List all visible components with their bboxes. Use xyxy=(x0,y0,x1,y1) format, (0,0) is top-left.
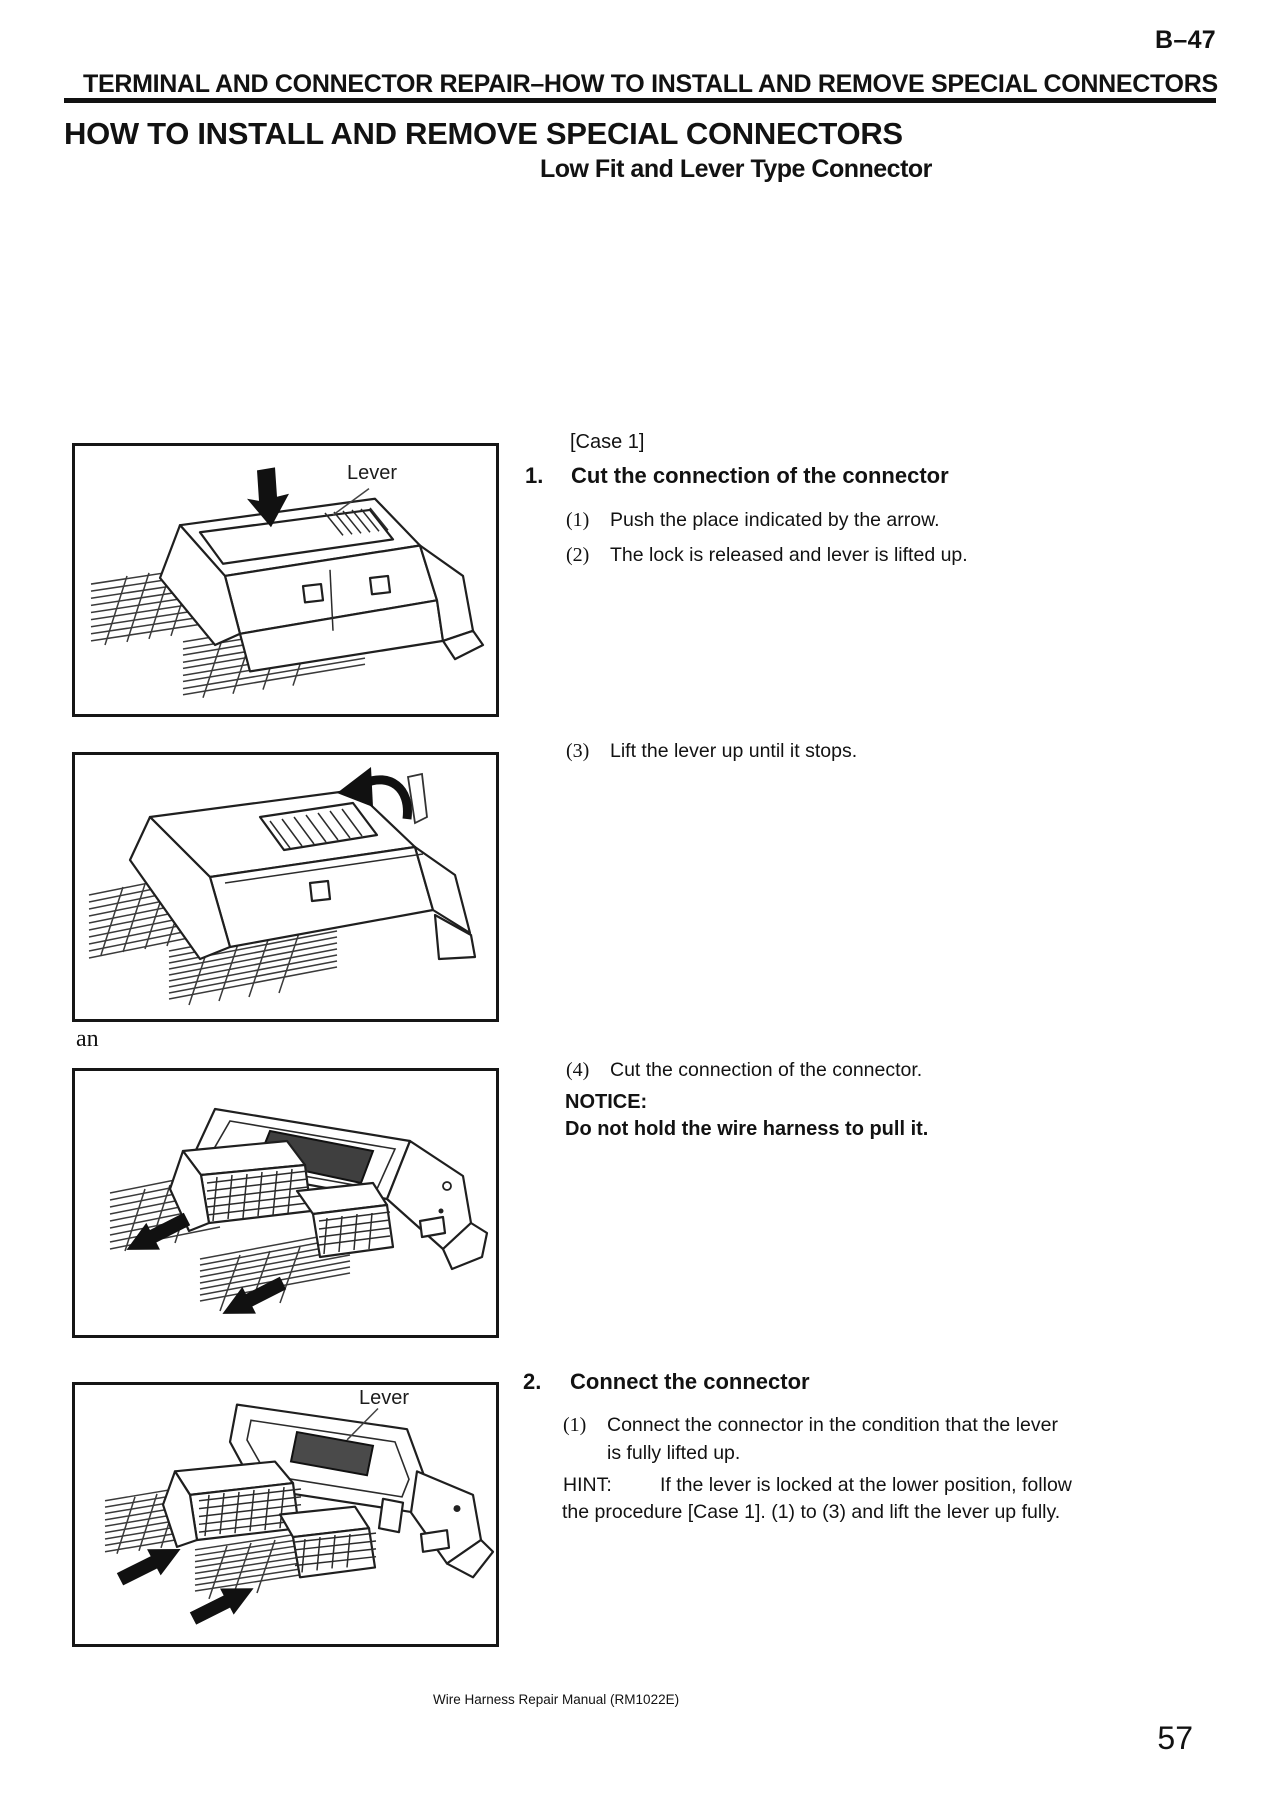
page-code: B–47 xyxy=(1155,26,1216,54)
margin-note: an xyxy=(76,1026,99,1052)
running-header: TERMINAL AND CONNECTOR REPAIR–HOW TO INSTALL AND REMOVE SPECIAL CONNECTORS xyxy=(83,70,1218,98)
substep-2-1-line2: is fully lifted up. xyxy=(607,1442,741,1464)
substep-1-2-number: (2) xyxy=(566,544,590,566)
substep-1-4-number: (4) xyxy=(566,1059,590,1081)
step1-heading: Cut the connection of the connector xyxy=(571,463,949,488)
step1-number: 1. xyxy=(525,463,544,488)
page-number: 57 xyxy=(1157,1720,1193,1756)
substep-1-1-text: Push the place indicated by the arrow. xyxy=(610,509,940,531)
connector-illustration xyxy=(75,1071,496,1335)
notice-label: NOTICE: xyxy=(565,1091,648,1113)
connector-illustration xyxy=(75,1385,496,1644)
figure-push-lever xyxy=(72,443,499,717)
substep-2-1-number: (1) xyxy=(563,1414,587,1436)
notice-text: Do not hold the wire harness to pull it. xyxy=(565,1118,929,1140)
hint-label: HINT: xyxy=(563,1474,612,1496)
page-title: HOW TO INSTALL AND REMOVE SPECIAL CONNECTORS xyxy=(64,116,903,151)
lever-label: Lever xyxy=(347,462,398,484)
substep-1-3-number: (3) xyxy=(566,740,590,762)
substep-1-1-number: (1) xyxy=(566,509,590,531)
connector-half-right xyxy=(297,1183,393,1257)
insert-arrow-icon xyxy=(186,1575,260,1632)
figure-connect xyxy=(72,1382,499,1647)
case-label: [Case 1] xyxy=(570,431,645,453)
footer-manual-title: Wire Harness Repair Manual (RM1022E) xyxy=(433,1692,680,1707)
figure-lift-lever xyxy=(72,752,499,1022)
page-subtitle: Low Fit and Lever Type Connector xyxy=(540,155,932,183)
connector-illustration xyxy=(75,446,496,714)
substep-1-4-text: Cut the connection of the connector. xyxy=(610,1059,923,1081)
step2-heading: Connect the connector xyxy=(570,1369,810,1394)
lever-label: Lever xyxy=(359,1387,410,1409)
hint-text-line2: the procedure [Case 1]. (1) to (3) and lift the lever up fully. xyxy=(562,1501,1061,1523)
pivot-dot xyxy=(439,1209,444,1214)
header-rule xyxy=(64,98,1216,103)
substep-1-3-text: Lift the lever up until it stops. xyxy=(610,740,858,762)
pivot-hole xyxy=(443,1182,451,1190)
substep-2-1-line1: Connect the connector in the condition that the lever xyxy=(607,1414,1058,1436)
step2-number: 2. xyxy=(523,1369,542,1394)
pivot-dot xyxy=(454,1505,461,1512)
substep-1-2-text: The lock is released and lever is lifted up. xyxy=(610,544,968,566)
figure-disconnect xyxy=(72,1068,499,1338)
connector-illustration xyxy=(75,755,496,1019)
hint-text-line1: If the lever is locked at the lower position, follow xyxy=(660,1474,1072,1496)
